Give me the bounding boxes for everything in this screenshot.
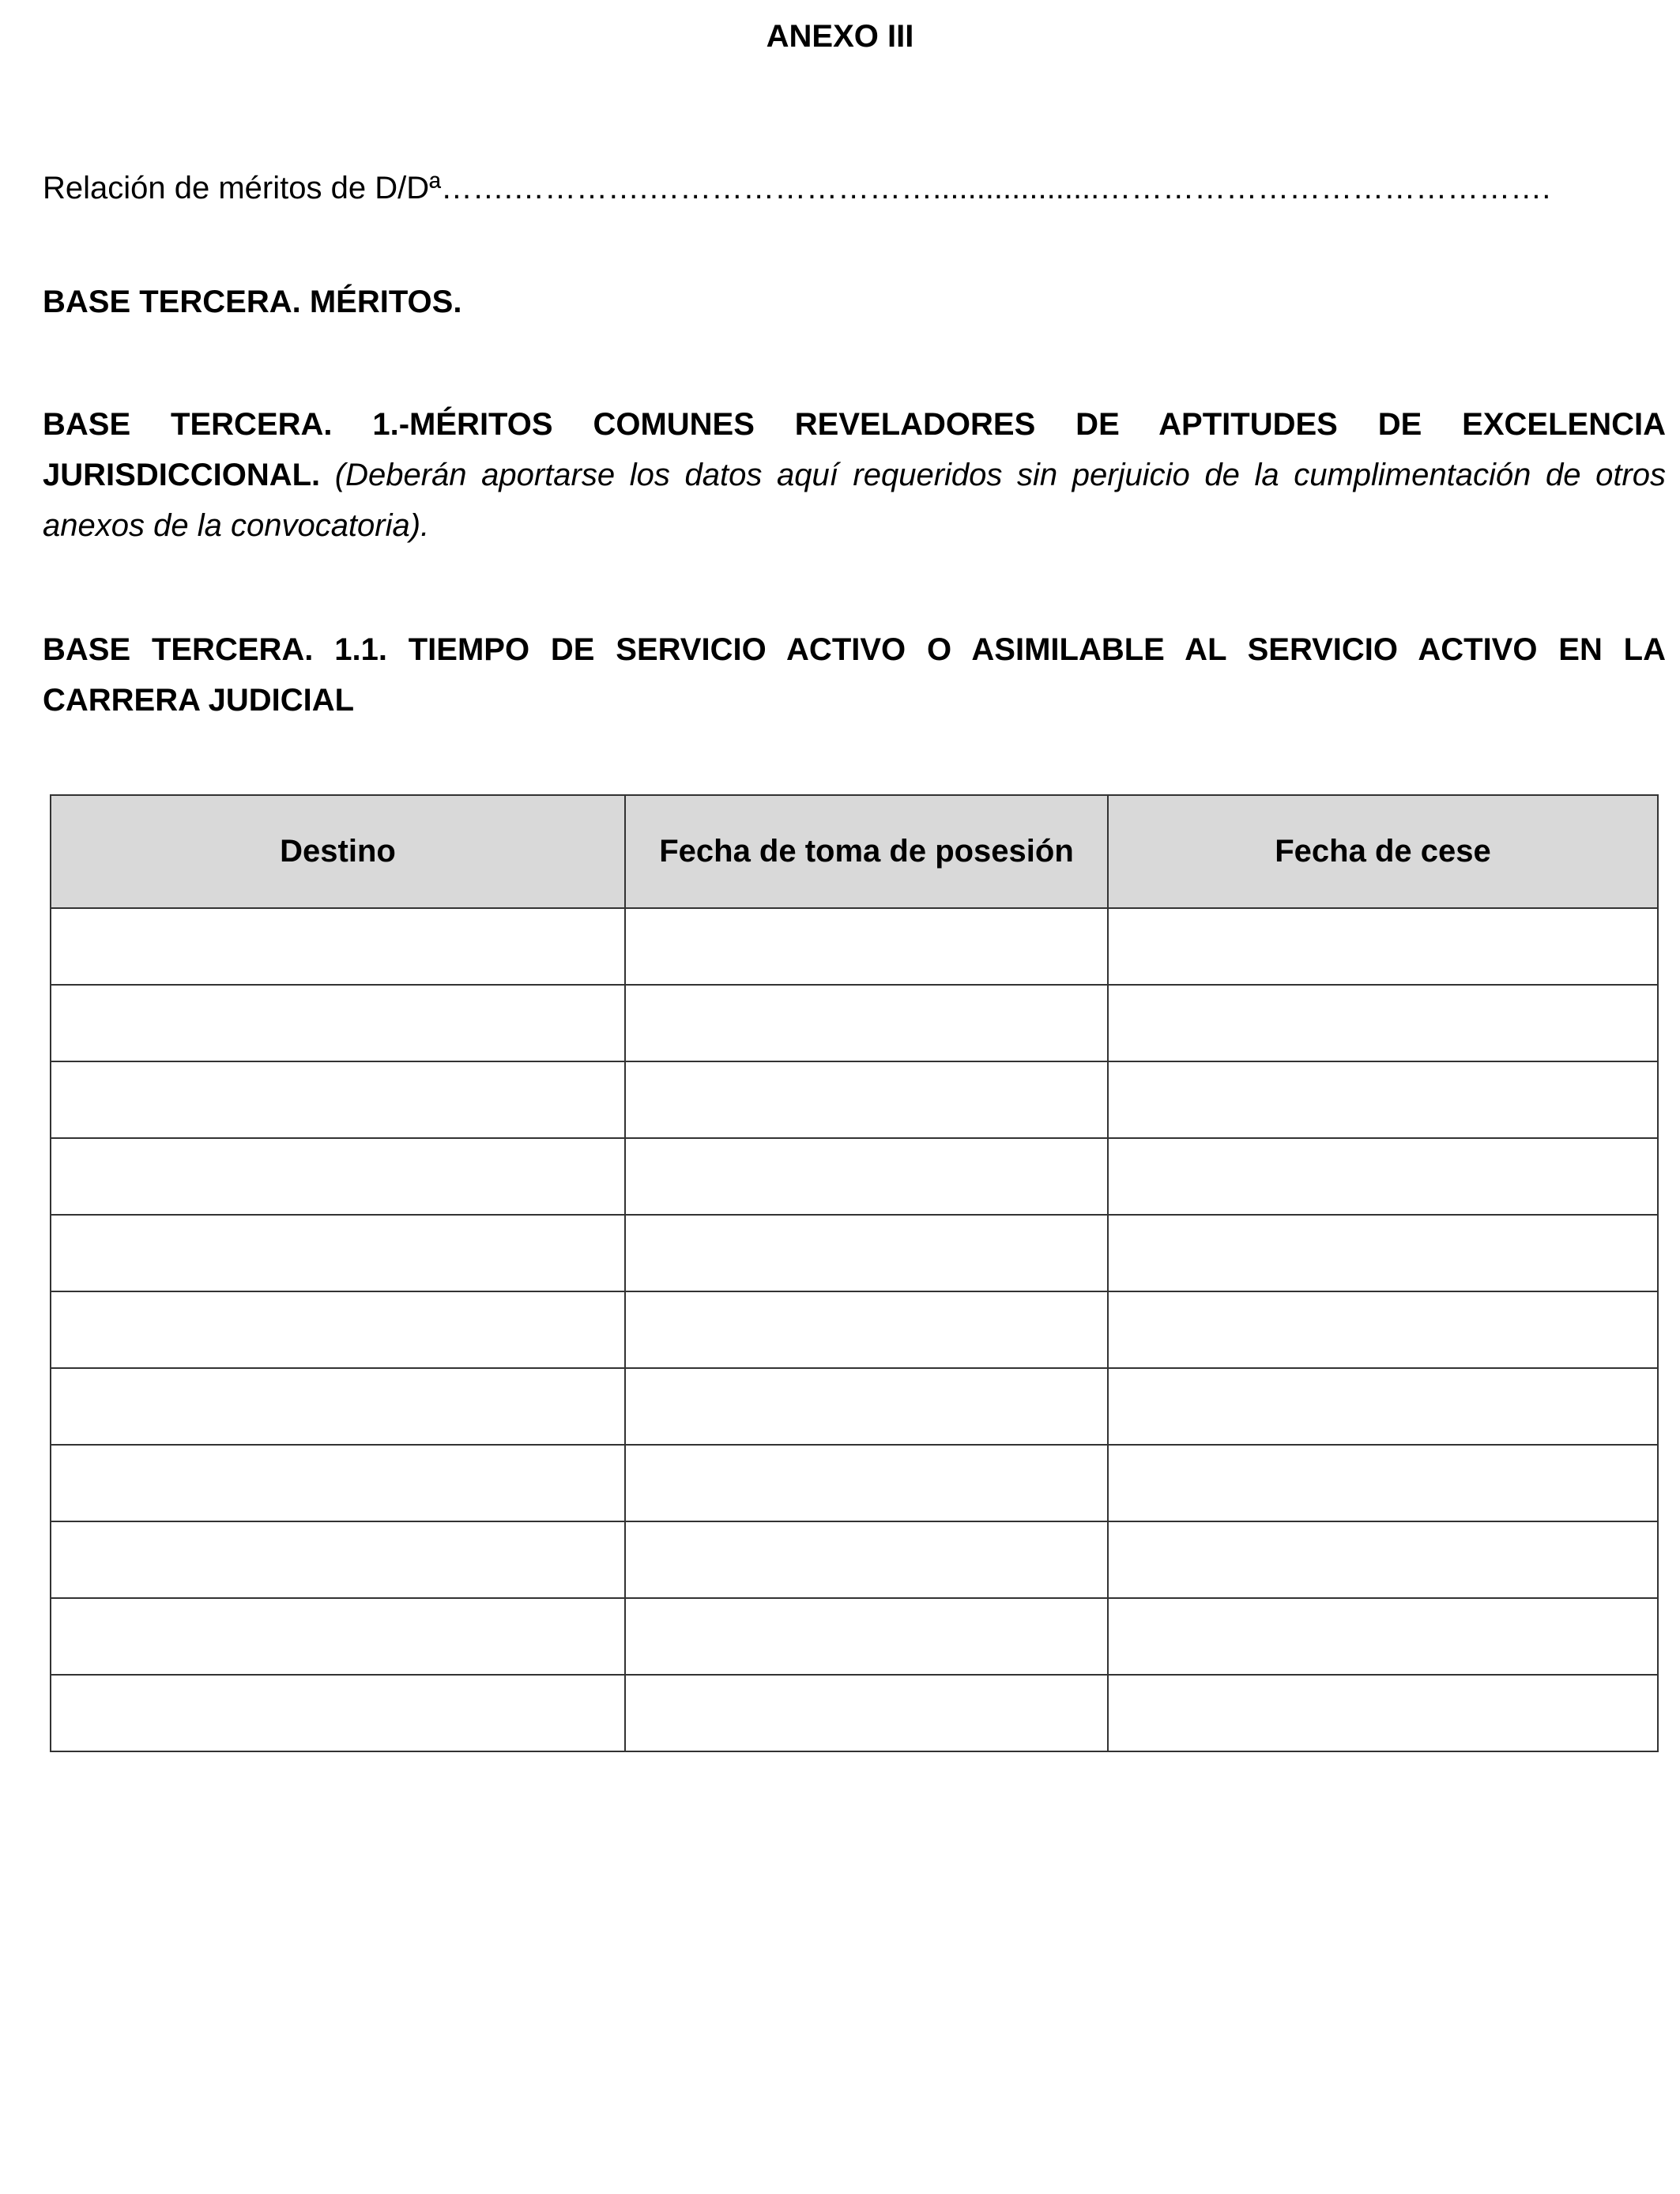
table-row xyxy=(51,1138,1658,1215)
table-row xyxy=(51,1598,1658,1675)
cell-fecha-toma-posesion[interactable] xyxy=(625,1215,1108,1291)
table-row xyxy=(51,985,1658,1061)
servicio-table xyxy=(50,794,1659,1752)
cell-destino[interactable] xyxy=(51,1215,625,1291)
cell-destino[interactable] xyxy=(51,1061,625,1138)
cell-fecha-cese[interactable] xyxy=(1108,908,1658,985)
cell-destino[interactable] xyxy=(51,1521,625,1598)
cell-destino[interactable] xyxy=(51,1675,625,1751)
cell-fecha-toma-posesion[interactable] xyxy=(625,1675,1108,1751)
column-header-fecha-cese: Fecha de cese xyxy=(1108,795,1658,908)
cell-fecha-toma-posesion[interactable] xyxy=(625,1061,1108,1138)
cell-fecha-cese[interactable] xyxy=(1108,1061,1658,1138)
column-header-fecha-toma-posesion: Fecha de toma de posesión xyxy=(625,795,1108,908)
table-row xyxy=(51,1675,1658,1751)
table-row xyxy=(51,1291,1658,1368)
heading-tiempo-servicio: BASE TERCERA. 1.1. TIEMPO DE SERVICIO ACTIVO O ASIMILABLE AL SERVICIO ACTIVO EN LA CARRERA JUDICIAL xyxy=(43,632,1666,718)
cell-fecha-toma-posesion[interactable] xyxy=(625,1598,1108,1675)
cell-fecha-cese[interactable] xyxy=(1108,1215,1658,1291)
relacion-meritos-line: Relación de méritos de D/Dª…….………….………………………...................……………………………………. xyxy=(43,171,1551,205)
cell-destino[interactable] xyxy=(51,1368,625,1445)
table-row xyxy=(51,1368,1658,1445)
cell-fecha-toma-posesion[interactable] xyxy=(625,1521,1108,1598)
cell-fecha-toma-posesion[interactable] xyxy=(625,1445,1108,1521)
cell-fecha-cese[interactable] xyxy=(1108,985,1658,1061)
table-body xyxy=(51,908,1658,1751)
cell-fecha-cese[interactable] xyxy=(1108,1368,1658,1445)
cell-fecha-toma-posesion[interactable] xyxy=(625,1291,1108,1368)
table-header-row xyxy=(51,795,1658,908)
page-title: ANEXO III xyxy=(766,19,914,54)
cell-fecha-cese[interactable] xyxy=(1108,1598,1658,1675)
table-row xyxy=(51,908,1658,985)
cell-fecha-cese[interactable] xyxy=(1108,1675,1658,1751)
cell-fecha-toma-posesion[interactable] xyxy=(625,1138,1108,1215)
table-row xyxy=(51,1215,1658,1291)
table-row xyxy=(51,1445,1658,1521)
cell-fecha-toma-posesion[interactable] xyxy=(625,985,1108,1061)
cell-destino[interactable] xyxy=(51,1291,625,1368)
heading-meritos-comunes-title: BASE TERCERA. 1.-MÉRITOS COMUNES REVELADORES DE APTITUDES DE EXCELENCIA JURISDICCIONAL. xyxy=(43,407,1666,492)
heading-meritos: BASE TERCERA. MÉRITOS. xyxy=(43,285,462,319)
heading-meritos-comunes-note: (Deberán aportarse los datos aquí requeridos sin perjuicio de la cumplimentación de otros anexos de la convocatoria). xyxy=(43,458,1666,543)
cell-destino[interactable] xyxy=(51,1445,625,1521)
cell-destino[interactable] xyxy=(51,1598,625,1675)
column-header-destino: Destino xyxy=(51,795,625,908)
cell-destino[interactable] xyxy=(51,1138,625,1215)
cell-fecha-toma-posesion[interactable] xyxy=(625,908,1108,985)
cell-fecha-cese[interactable] xyxy=(1108,1445,1658,1521)
table-row xyxy=(51,1521,1658,1598)
cell-destino[interactable] xyxy=(51,908,625,985)
cell-fecha-cese[interactable] xyxy=(1108,1138,1658,1215)
cell-fecha-cese[interactable] xyxy=(1108,1521,1658,1598)
heading-meritos-comunes xyxy=(43,399,1666,551)
cell-destino[interactable] xyxy=(51,985,625,1061)
cell-fecha-cese[interactable] xyxy=(1108,1291,1658,1368)
cell-fecha-toma-posesion[interactable] xyxy=(625,1368,1108,1445)
table-row xyxy=(51,1061,1658,1138)
